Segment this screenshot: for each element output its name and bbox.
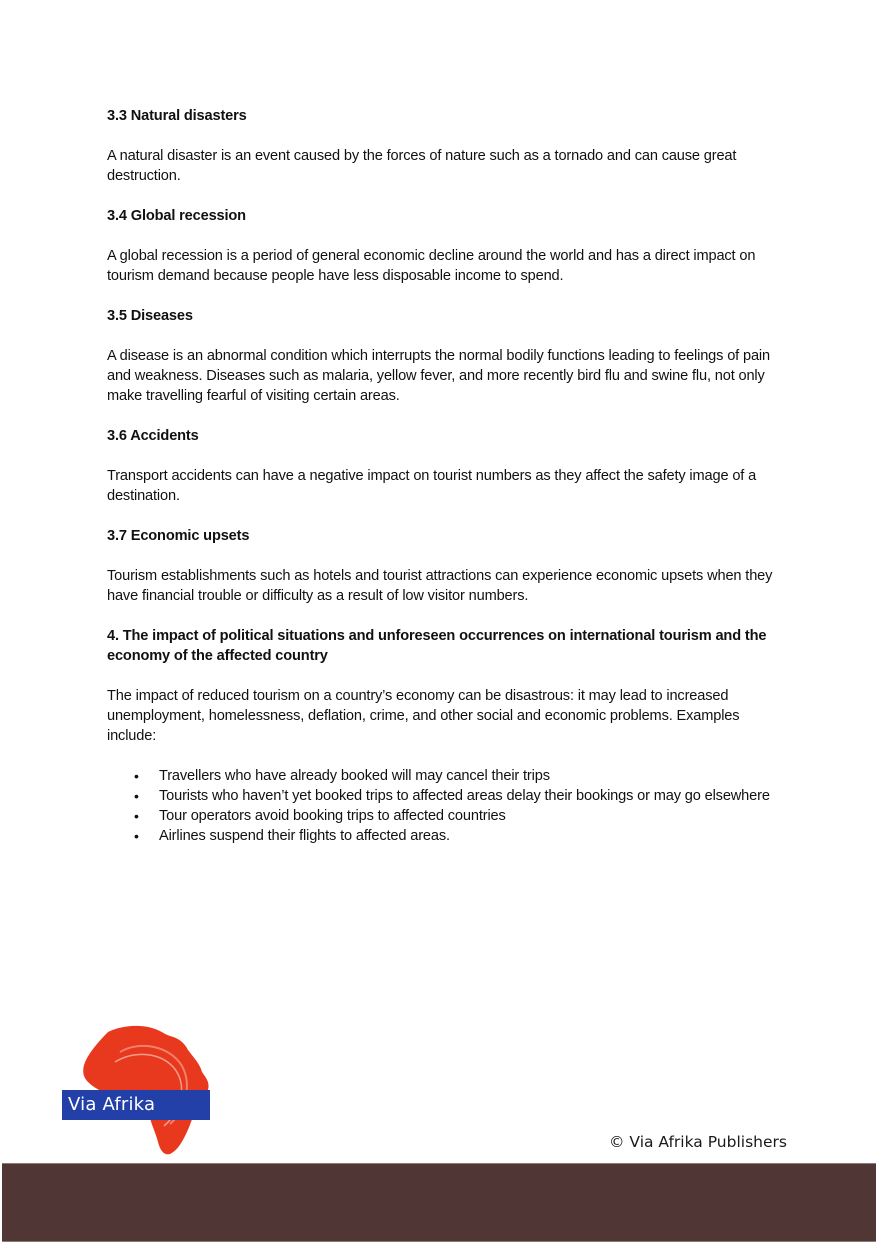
list-item-text: Travellers who have already booked will may cancel their trips (159, 768, 550, 784)
section-text-global-recession: A global recession is a period of general economic decline around the world and has a direct impact on tourism demand because people have less disposable income to spend. (107, 248, 756, 284)
section-heading-impact: 4. The impact of political situations and unforeseen occurrences on international tourism and the economy of the affected country (107, 628, 767, 664)
list-item (107, 826, 779, 846)
via-afrika-logo (60, 1022, 214, 1158)
section-heading-accidents: 3.6 Accidents (107, 428, 199, 444)
section-text-natural-disasters: A natural disaster is an event caused by the forces of nature such as a tornado and can cause great destruction. (107, 148, 737, 184)
section-heading-natural-disasters: 3.3 Natural disasters (107, 108, 247, 124)
document-body (107, 106, 779, 846)
footer-bar (2, 1163, 876, 1242)
section-text-economic-upsets: Tourism establishments such as hotels and tourist attractions can experience economic upsets when they have financial trouble or difficulty as a result of low visitor numbers. (107, 568, 773, 604)
bullet-icon: • (134, 828, 139, 844)
section-heading-global-recession: 3.4 Global recession (107, 208, 246, 224)
copyright-notice: © Via Afrika Publishers (609, 1133, 787, 1151)
section-text-diseases: A disease is an abnormal condition which interrupts the normal bodily functions leading to feelings of pain and weakness. Diseases such as malaria, yellow fever, and more recently bird flu and swine flu, not only make travelling fearful of visiting certain areas. (107, 348, 770, 404)
bullet-icon: • (134, 768, 139, 784)
list-item-text: Tourists who haven’t yet booked trips to affected areas delay their bookings or may go elsewhere (159, 788, 770, 804)
section-heading-economic-upsets: 3.7 Economic upsets (107, 528, 250, 544)
list-item-text: Tour operators avoid booking trips to affected countries (159, 808, 506, 824)
list-item (107, 766, 779, 786)
examples-list (107, 766, 779, 846)
section-text-accidents: Transport accidents can have a negative impact on tourist numbers as they affect the safety image of a destination. (107, 468, 757, 504)
section-text-impact: The impact of reduced tourism on a country’s economy can be disastrous: it may lead to increased unemployment, homelessness, deflation, crime, and other social and economic problems. Examples include: (107, 688, 740, 744)
bullet-icon: • (134, 788, 139, 804)
list-item-text: Airlines suspend their flights to affected areas. (159, 828, 450, 844)
section-heading-diseases: 3.5 Diseases (107, 308, 193, 324)
list-item (107, 786, 779, 806)
bullet-icon: • (134, 808, 139, 824)
logo-text: Via Afrika (68, 1094, 156, 1115)
list-item (107, 806, 779, 826)
